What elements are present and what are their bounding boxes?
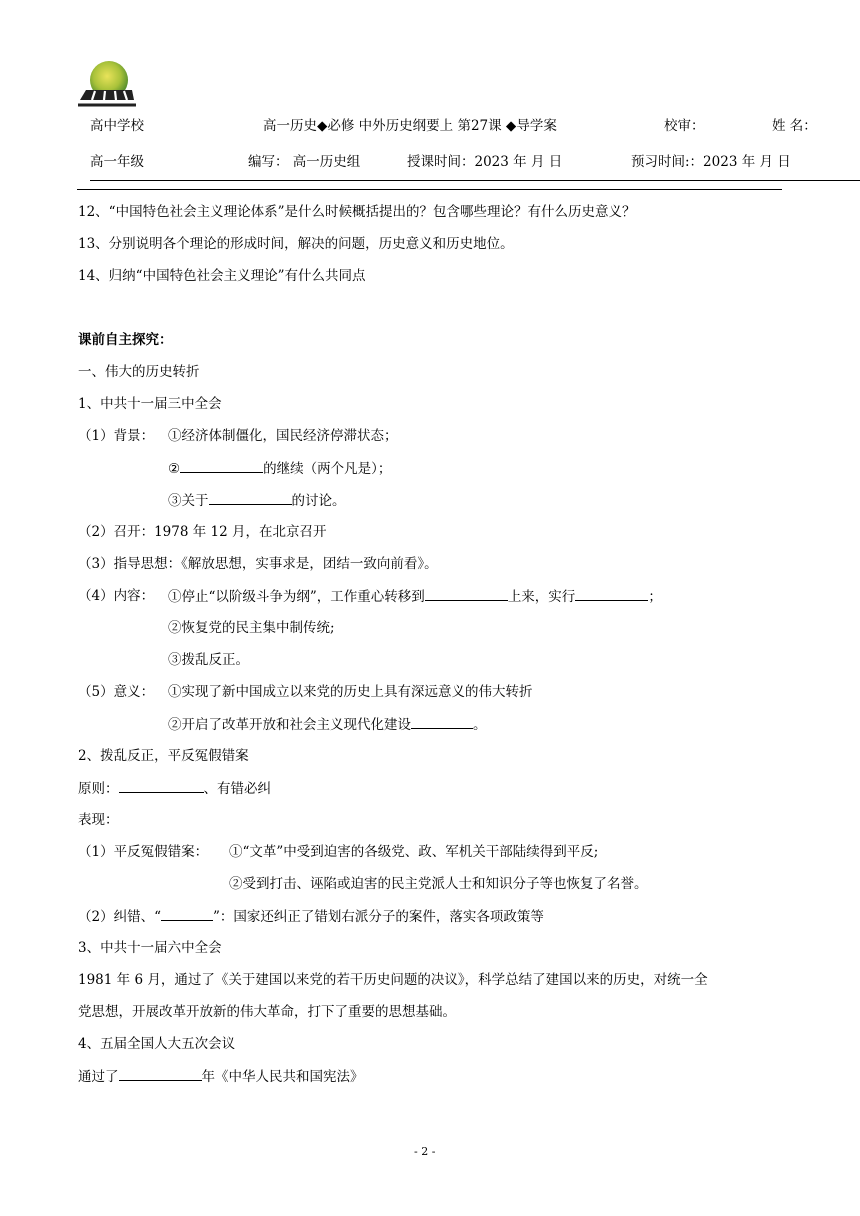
s1-title: 1、中共十一届三中全会 <box>78 396 222 412</box>
header-course: 高一历史◆必修 中外历史纲要上 第27课 ◆导学案 <box>263 118 557 134</box>
part1-heading: 一、伟大的历史转折 <box>78 364 200 380</box>
fill-blank[interactable] <box>161 907 213 921</box>
fill-blank[interactable] <box>119 779 204 793</box>
header-preview-time: 预习时间:：2023 年 月 日 <box>631 154 791 170</box>
header-rule-top <box>90 180 860 181</box>
s2-p2-suffix: ”：国家还纠正了错划右派分子的案件，落实各项政策等 <box>213 909 544 925</box>
section-title: 课前自主探究： <box>78 332 173 348</box>
header-teach-time: 授课时间：2023 年 月 日 <box>407 154 563 170</box>
question-12: 12、“中国特色社会主义理论体系”是什么时候概括提出的？包含哪些理论？有什么历史意义？ <box>78 204 636 220</box>
s4-line-1 <box>78 1067 364 1086</box>
s1-bg-2-prefix: ② <box>168 461 181 477</box>
fill-blank[interactable] <box>425 587 508 601</box>
s3-title: 3、中共十一届六中全会 <box>78 940 222 956</box>
s1-bg-2-suffix: 的继续（两个凡是）； <box>263 461 392 477</box>
header-review: 校审： <box>664 118 705 134</box>
s1-bg-3-prefix: ③关于 <box>168 493 209 509</box>
s3-line-2: 党思想，开展改革开放新的伟大革命，打下了重要的思想基础。 <box>78 1004 456 1020</box>
fill-blank[interactable] <box>119 1067 202 1081</box>
s2-p1-a: ①“文革”中受到迫害的各级党、政、军机关干部陆续得到平反; <box>229 844 599 860</box>
s2-title: 2、拨乱反正，平反冤假错案 <box>78 748 249 764</box>
s1-content-1 <box>168 587 662 606</box>
header-school: 高中学校 <box>90 118 144 134</box>
s2-performance-label: 表现： <box>78 812 119 828</box>
s2-p1-b: ②受到打击、诬陷或迫害的民主党派人士和知识分子等也恢复了名誉。 <box>229 876 648 892</box>
s4-title: 4、五届全国人大五次会议 <box>78 1036 236 1052</box>
s1-content-3: ③拨乱反正。 <box>168 652 249 668</box>
s1-held: （2）召开：1978 年 12 月，在北京召开 <box>78 524 327 540</box>
s4-line-1-suffix: 年《中华人民共和国宪法》 <box>201 1069 364 1085</box>
s1-meaning-2-suffix: 。 <box>473 717 487 733</box>
school-logo-icon <box>78 60 136 110</box>
fill-blank[interactable] <box>411 715 473 729</box>
s1-guide: （3）指导思想：《解放思想，实事求是，团结一致向前看》。 <box>78 556 438 572</box>
s1-bg-2 <box>168 459 391 478</box>
page-number: - 2 - <box>414 1145 436 1158</box>
s1-bg-1: ①经济体制僵化，国民经济停滞状态； <box>168 428 398 444</box>
s1-meaning-label: （5）意义： <box>78 684 155 700</box>
header-editor: 编写： 高一历史组 <box>248 154 361 170</box>
s4-line-1-prefix: 通过了 <box>78 1069 119 1085</box>
s2-principle-prefix: 原则： <box>78 781 119 797</box>
s2-principle-suffix: 、有错必纠 <box>203 781 271 797</box>
s1-content-1-suffix: ； <box>648 589 662 605</box>
s1-meaning-2-prefix: ②开启了改革开放和社会主义现代化建设 <box>168 717 411 733</box>
s1-bg-3-suffix: 的讨论。 <box>291 493 346 509</box>
fill-blank[interactable] <box>180 459 263 473</box>
s1-content-2: ②恢复党的民主集中制传统; <box>168 620 335 636</box>
s1-bg-3 <box>168 491 346 510</box>
s3-line-1: 1981 年 6 月，通过了《关于建国以来党的若干历史问题的决议》，科学总结了建国以来的历史，对统一全 <box>78 972 708 988</box>
s1-content-label: （4）内容： <box>78 588 155 604</box>
s2-p1-label: （1）平反冤假错案： <box>78 844 209 860</box>
s1-meaning-1: ①实现了新中国成立以来党的历史上具有深远意义的伟大转折 <box>168 684 533 700</box>
s2-p2-prefix: （2）纠错、“ <box>78 909 161 925</box>
s1-bg-label: （1）背景： <box>78 428 155 444</box>
s1-meaning-2 <box>168 715 487 734</box>
fill-blank[interactable] <box>575 587 648 601</box>
s2-principle <box>78 779 271 798</box>
s2-p2 <box>78 907 544 926</box>
s1-content-1-prefix: ①停止“以阶级斗争为纲”，工作重心转移到 <box>168 589 425 605</box>
fill-blank[interactable] <box>209 491 292 505</box>
header-rule-bottom <box>77 189 782 190</box>
header-grade: 高一年级 <box>90 154 144 170</box>
question-13: 13、分别说明各个理论的形成时间，解决的问题，历史意义和历史地位。 <box>78 236 514 252</box>
s1-content-1-mid: 上来，实行 <box>507 589 576 605</box>
header-name: 姓 名： <box>772 118 817 134</box>
question-14: 14、归纳“中国特色社会主义理论”有什么共同点 <box>78 268 366 284</box>
